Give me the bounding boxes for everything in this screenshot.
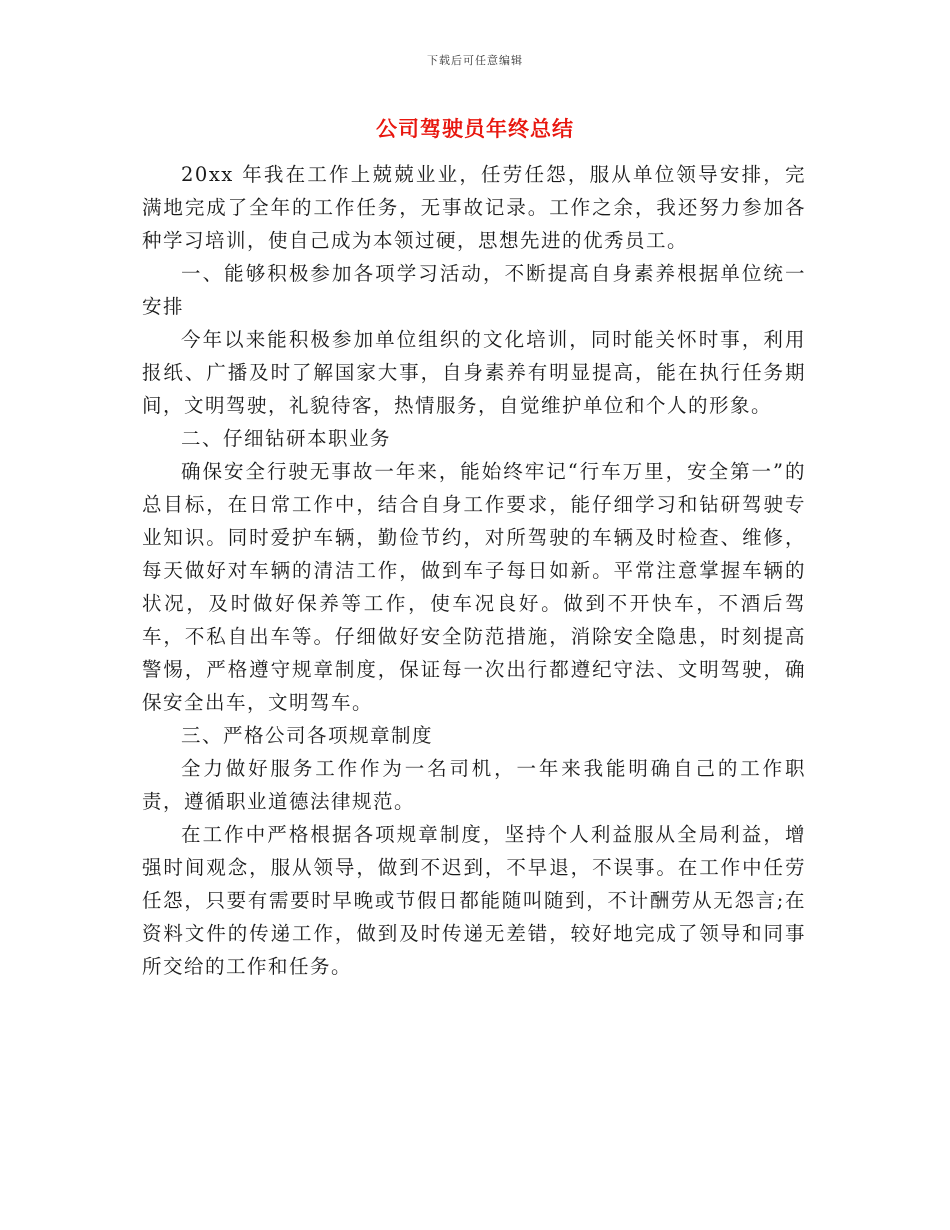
section-heading-2: 二、仔细钻研本职业务 <box>181 427 392 450</box>
paragraph-section-3a: 全力做好服务工作作为一名司机，一年来我能明确自己的工作职责，遵循职业道德法律规范。 <box>142 757 806 813</box>
paragraph-intro: 20xx 年我在工作上兢兢业业，任劳任怨，服从单位领导安排，完满地完成了全年的工作任务，无事故记录。工作之余，我还努力参加各种学习培训，使自己成为本领过硬，思想先进的优秀员工。 <box>142 163 806 252</box>
paragraph-section-1: 今年以来能积极参加单位组织的文化培训，同时能关怀时事，利用报纸、广播及时了解国家大事，自身素养有明显提高，能在执行任务期间，文明驾驶，礼貌待客，热情服务，自觉维护单位和个人的形象。 <box>142 328 806 417</box>
section-heading-1: 一、能够积极参加各项学习活动，不断提高自身素养根据单位统一安排 <box>142 262 806 318</box>
document-title: 公司驾驶员年终总结 <box>376 117 574 141</box>
paragraph-section-2: 确保安全行驶无事故一年来，能始终牢记“行车万里，安全第一”的总目标，在日常工作中，结合自身工作要求，能仔细学习和钻研驾驶专业知识。同时爱护车辆，勤俭节约，对所驾驶的车辆及时检查、维修，每天做好对车辆的清洁工作，做到车子每日如新。平常注意掌握车辆的状况，及时做好保养等工作，使车况良好。做到不开快车，不酒后驾车，不私自出车等。仔细做好安全防范措施，消除安全隐患，时刻提高警惕，严格遵守规章制度，保证每一次出行都遵纪守法、文明驾驶，确保安全出车，文明驾车。 <box>142 460 806 714</box>
header-note: 下载后可任意编辑 <box>427 54 523 67</box>
section-heading-3: 三、严格公司各项规章制度 <box>181 724 434 747</box>
document-body <box>142 158 806 983</box>
paragraph-section-3b: 在工作中严格根据各项规章制度，坚持个人利益服从全局利益，增强时间观念，服从领导，做到不迟到，不早退，不误事。在工作中任劳任怨，只要有需要时早晚或节假日都能随叫随到，不计酬劳从无怨言;在资料文件的传递工作，做到及时传递无差错，较好地完成了领导和同事所交给的工作和任务。 <box>142 823 806 978</box>
